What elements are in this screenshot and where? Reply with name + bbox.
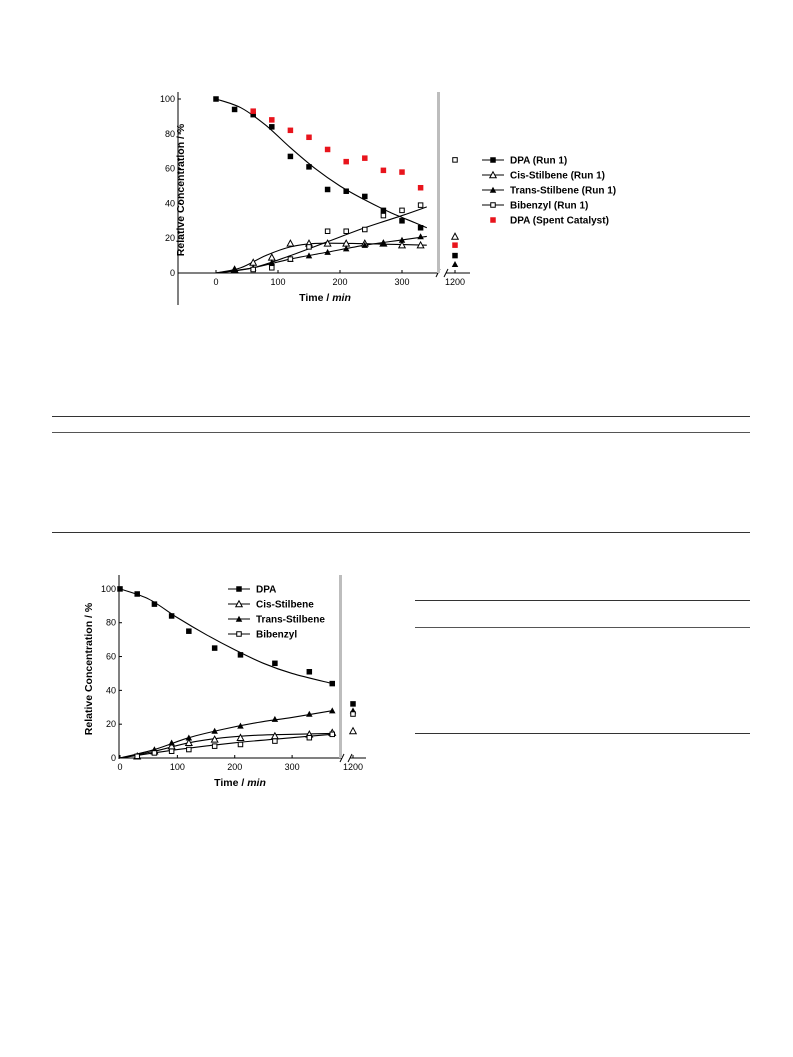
data-point	[213, 96, 219, 102]
x-tick-label: 300	[394, 277, 410, 287]
data-point	[330, 732, 335, 737]
data-point-1200	[351, 712, 356, 717]
table-top-rule	[52, 416, 750, 417]
y-tick-label: 20	[164, 233, 175, 244]
data-point-1200	[452, 233, 459, 239]
legend-marker	[490, 157, 496, 163]
y-tick-label: 80	[164, 128, 175, 139]
y-tick-label: 80	[105, 617, 116, 628]
x-tick-label: 0	[213, 277, 219, 287]
data-point	[325, 187, 331, 193]
fit-curve	[216, 236, 427, 273]
x-tick-label: 100	[169, 762, 185, 772]
data-point	[287, 240, 294, 246]
data-point	[187, 747, 192, 752]
chart-2	[80, 565, 400, 795]
data-point	[270, 266, 275, 271]
data-point	[288, 128, 294, 134]
chart-1	[159, 80, 670, 320]
data-point	[381, 168, 387, 174]
axis-break-band	[437, 92, 440, 273]
data-point	[417, 233, 424, 239]
data-point	[306, 135, 312, 141]
data-point	[273, 739, 278, 744]
table2-bottom-rule	[415, 733, 750, 734]
data-point	[288, 257, 293, 262]
data-point	[329, 707, 336, 713]
y-tick-label: 0	[110, 753, 116, 763]
y-tick-label: 60	[164, 163, 175, 174]
data-point	[362, 194, 368, 200]
data-point	[212, 645, 218, 651]
legend-marker	[236, 586, 242, 592]
table-bottom-rule	[52, 532, 750, 533]
data-point	[134, 591, 140, 597]
legend-label: DPA (Run 1)	[510, 155, 568, 167]
axis-break-band	[339, 575, 342, 758]
data-point	[399, 218, 405, 224]
data-point-1200	[350, 701, 356, 707]
data-point	[399, 169, 405, 175]
x-tick-label: 300	[284, 762, 300, 772]
y-axis-title: Relative Concentration / %	[175, 123, 187, 257]
legend-label: Cis-Stilbene	[256, 599, 314, 611]
data-point	[269, 117, 275, 123]
legend-label: DPA (Spent Catalyst)	[510, 215, 609, 227]
legend-label: Trans-Stilbene	[256, 614, 325, 626]
data-point	[152, 751, 157, 756]
y-tick-label: 60	[105, 651, 116, 662]
data-point	[169, 749, 174, 754]
data-point	[272, 716, 279, 722]
legend-marker	[237, 632, 242, 637]
data-point-1200	[453, 158, 458, 163]
y-tick-label: 100	[159, 94, 175, 104]
data-point	[306, 164, 312, 170]
table-header-rule	[52, 432, 750, 433]
data-point	[307, 669, 313, 675]
y-tick-label: 20	[105, 719, 116, 730]
data-point	[307, 245, 312, 250]
legend-label: Cis-Stilbene (Run 1)	[510, 170, 606, 182]
y-tick-label: 40	[105, 685, 116, 696]
data-point	[250, 108, 256, 114]
data-point	[237, 734, 244, 740]
legend-label: Bibenzyl	[256, 629, 298, 641]
data-point	[418, 203, 423, 208]
x-axis-title: Time / min	[214, 777, 266, 789]
data-point	[325, 229, 330, 234]
data-point	[169, 613, 175, 619]
data-point	[232, 107, 238, 113]
x-axis-title: Time / min	[299, 292, 351, 304]
data-point	[362, 155, 368, 161]
legend-marker	[490, 217, 496, 223]
y-tick-label: 40	[164, 198, 175, 209]
data-point	[152, 601, 158, 607]
fit-curve	[216, 99, 427, 228]
x-tick-label: 0	[117, 762, 123, 772]
data-point	[272, 661, 278, 667]
data-point	[238, 652, 244, 658]
data-point	[272, 733, 279, 739]
x-tick-label: 200	[332, 277, 348, 287]
data-point	[418, 225, 424, 231]
data-point	[363, 227, 368, 232]
x-tick-label: 200	[227, 762, 243, 772]
data-point	[238, 742, 243, 747]
data-point	[400, 208, 405, 213]
data-point	[381, 208, 387, 214]
data-point	[186, 628, 192, 634]
data-point-1200	[452, 242, 458, 248]
fit-curve	[216, 207, 427, 273]
data-point	[288, 154, 294, 160]
table2-header-rule	[415, 627, 750, 628]
data-point	[330, 681, 336, 687]
data-point	[135, 754, 140, 759]
data-point-1200	[452, 253, 458, 259]
legend-label: Bibenzyl (Run 1)	[510, 200, 589, 212]
y-tick-label: 0	[169, 268, 175, 278]
legend-label: Trans-Stilbene (Run 1)	[510, 185, 617, 197]
x-tick-label: 1200	[342, 762, 364, 772]
y-axis-title: Relative Concentration / %	[83, 602, 95, 736]
y-tick-label: 100	[100, 583, 116, 594]
data-point	[381, 213, 386, 218]
data-point	[251, 267, 256, 272]
data-point	[325, 147, 331, 153]
data-point	[343, 188, 349, 194]
data-point	[343, 159, 349, 165]
data-point	[307, 735, 312, 740]
data-point-1200	[350, 728, 357, 734]
data-point	[269, 124, 275, 130]
x-tick-label: 100	[270, 277, 286, 287]
data-point	[269, 254, 276, 260]
legend-marker	[491, 203, 496, 208]
data-point	[212, 744, 217, 749]
legend-label: DPA	[256, 584, 277, 596]
data-point	[344, 229, 349, 234]
data-point	[418, 185, 424, 191]
data-point	[117, 586, 123, 592]
table2-top-rule	[415, 600, 750, 601]
data-point-1200	[452, 261, 459, 267]
x-tick-label: 1200	[444, 277, 466, 287]
